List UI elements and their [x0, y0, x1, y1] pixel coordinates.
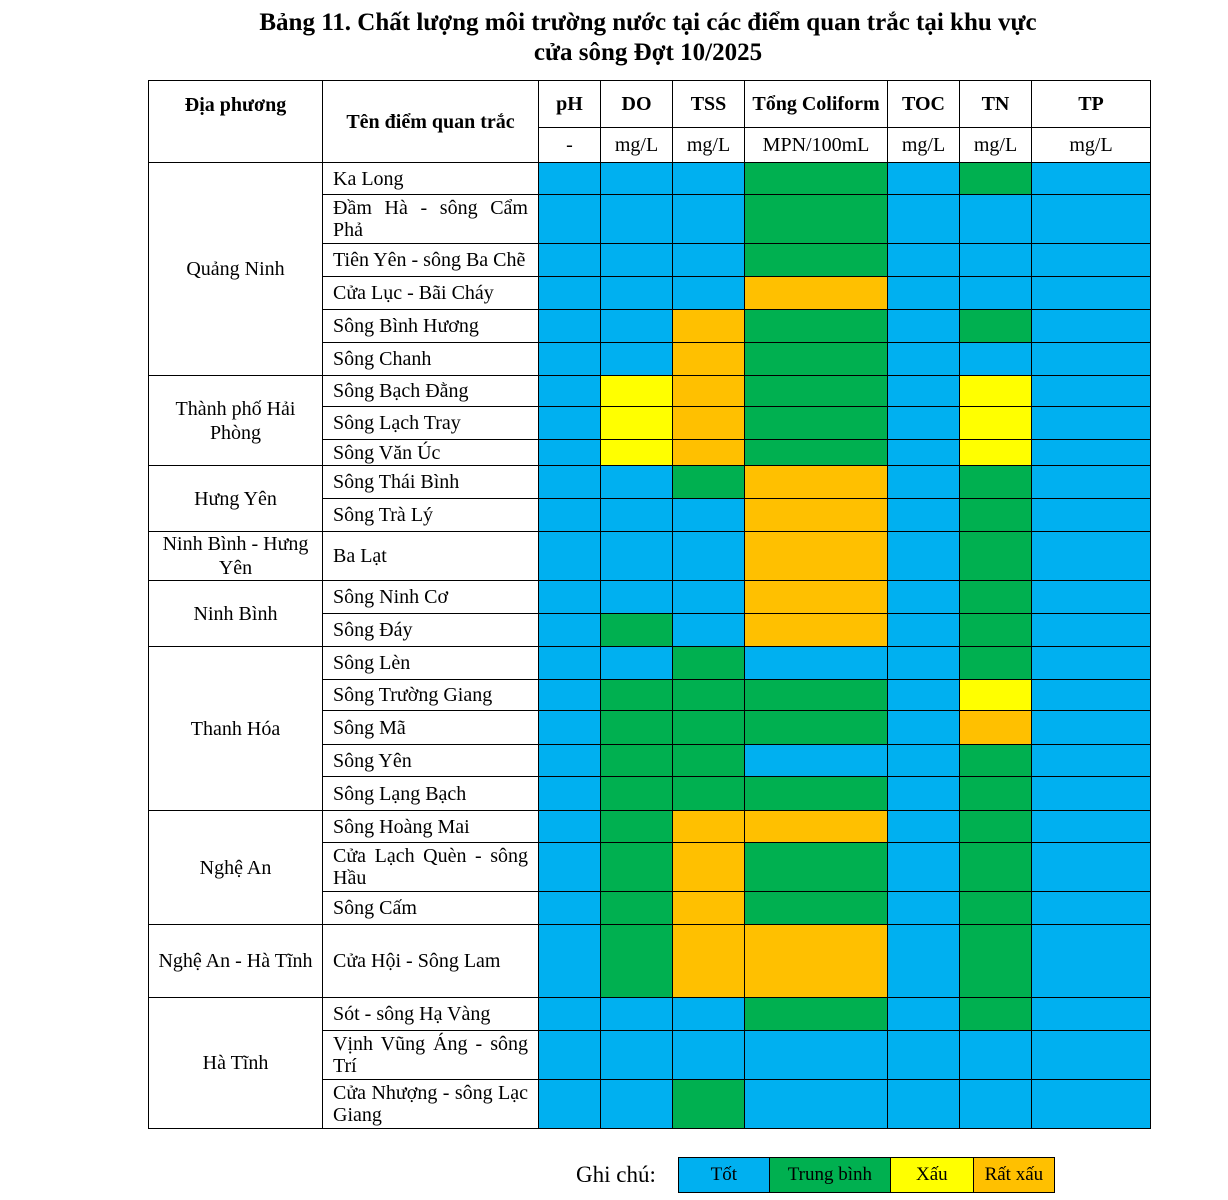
- quality-cell: [888, 581, 960, 614]
- quality-cell: [539, 440, 601, 466]
- quality-cell: [601, 1031, 673, 1080]
- quality-cell: [745, 310, 888, 343]
- header-param-do: DO: [601, 81, 673, 128]
- quality-cell: [1032, 195, 1151, 244]
- locality-cell: Nghệ An: [149, 811, 323, 925]
- quality-cell: [888, 1080, 960, 1129]
- table-row: [149, 581, 1151, 614]
- quality-cell: [673, 892, 745, 925]
- table-row: [149, 376, 1151, 407]
- quality-cell: [1032, 466, 1151, 499]
- quality-cell: [960, 647, 1032, 680]
- quality-cell: [673, 998, 745, 1031]
- quality-cell: [539, 532, 601, 581]
- quality-cell: [673, 440, 745, 466]
- quality-cell: [539, 195, 601, 244]
- quality-cell: [888, 647, 960, 680]
- quality-cell: [745, 925, 888, 998]
- unit-ph: -: [539, 128, 601, 163]
- unit-coliform: MPN/100mL: [745, 128, 888, 163]
- station-cell: Vịnh Vũng Áng - sông Trí: [323, 1031, 539, 1080]
- quality-cell: [960, 440, 1032, 466]
- quality-cell: [601, 581, 673, 614]
- quality-cell: [539, 892, 601, 925]
- unit-tn: mg/L: [960, 128, 1032, 163]
- station-cell: Sông Hoàng Mai: [323, 811, 539, 843]
- header-locality: Địa phương: [149, 81, 323, 163]
- header-param-tss: TSS: [673, 81, 745, 128]
- quality-cell: [1032, 892, 1151, 925]
- quality-cell: [673, 407, 745, 440]
- quality-cell: [601, 843, 673, 892]
- station-cell: Sông Lạng Bạch: [323, 777, 539, 811]
- quality-cell: [1032, 376, 1151, 407]
- quality-cell: [960, 195, 1032, 244]
- quality-cell: [539, 711, 601, 745]
- header-param-tn: TN: [960, 81, 1032, 128]
- table-row: [149, 532, 1151, 581]
- header-param-tp: TP: [1032, 81, 1151, 128]
- quality-cell: [539, 1031, 601, 1080]
- quality-cell: [888, 892, 960, 925]
- quality-cell: [539, 581, 601, 614]
- quality-cell: [601, 195, 673, 244]
- quality-cell: [601, 614, 673, 647]
- station-cell: Đầm Hà - sông Cẩm Phả: [323, 195, 539, 244]
- header-param-toc: TOC: [888, 81, 960, 128]
- quality-cell: [601, 711, 673, 745]
- quality-cell: [888, 925, 960, 998]
- quality-cell: [539, 163, 601, 195]
- quality-cell: [673, 843, 745, 892]
- legend-box: [678, 1157, 1055, 1193]
- locality-cell: Quảng Ninh: [149, 163, 323, 376]
- quality-cell: [745, 711, 888, 745]
- quality-cell: [960, 407, 1032, 440]
- quality-cell: [1032, 777, 1151, 811]
- quality-cell: [673, 244, 745, 277]
- quality-cell: [745, 680, 888, 711]
- quality-cell: [1032, 1080, 1151, 1129]
- quality-cell: [673, 777, 745, 811]
- quality-cell: [888, 811, 960, 843]
- quality-cell: [745, 1080, 888, 1129]
- quality-cell: [1032, 647, 1151, 680]
- quality-cell: [745, 277, 888, 310]
- quality-cell: [888, 614, 960, 647]
- quality-cell: [960, 532, 1032, 581]
- quality-cell: [745, 647, 888, 680]
- quality-cell: [960, 925, 1032, 998]
- legend: [576, 1157, 1055, 1193]
- quality-cell: [601, 532, 673, 581]
- quality-cell: [673, 343, 745, 376]
- quality-cell: [888, 277, 960, 310]
- locality-cell: Ninh Bình: [149, 581, 323, 647]
- legend-label: Ghi chú:: [576, 1162, 656, 1187]
- quality-cell: [601, 407, 673, 440]
- unit-toc: mg/L: [888, 128, 960, 163]
- quality-cell: [673, 499, 745, 532]
- station-cell: Tiên Yên - sông Ba Chẽ: [323, 244, 539, 277]
- quality-cell: [745, 532, 888, 581]
- quality-cell: [960, 163, 1032, 195]
- quality-cell: [601, 343, 673, 376]
- quality-cell: [960, 811, 1032, 843]
- quality-cell: [1032, 614, 1151, 647]
- header-station: Tên điểm quan trắc: [323, 81, 539, 163]
- quality-cell: [1032, 440, 1151, 466]
- unit-tp: mg/L: [1032, 128, 1151, 163]
- table-row: [149, 466, 1151, 499]
- quality-cell: [888, 376, 960, 407]
- quality-cell: [673, 532, 745, 581]
- quality-cell: [888, 532, 960, 581]
- quality-cell: [960, 680, 1032, 711]
- quality-cell: [1032, 1031, 1151, 1080]
- quality-cell: [601, 376, 673, 407]
- quality-cell: [745, 892, 888, 925]
- quality-cell: [888, 163, 960, 195]
- station-cell: Sông Ninh Cơ: [323, 581, 539, 614]
- title-line-1: Bảng 11. Chất lượng môi trường nước tại các điểm quan trắc tại khu vực: [259, 9, 1037, 36]
- station-cell: Ka Long: [323, 163, 539, 195]
- quality-cell: [673, 310, 745, 343]
- quality-cell: [601, 310, 673, 343]
- quality-cell: [888, 407, 960, 440]
- title-line-2: cửa sông Đợt 10/2025: [533, 39, 763, 66]
- quality-cell: [601, 777, 673, 811]
- quality-cell: [745, 163, 888, 195]
- quality-cell: [539, 925, 601, 998]
- quality-cell: [960, 998, 1032, 1031]
- quality-cell: [960, 843, 1032, 892]
- quality-cell: [1032, 163, 1151, 195]
- quality-cell: [888, 1031, 960, 1080]
- station-cell: Sông Cấm: [323, 892, 539, 925]
- quality-cell: [960, 1080, 1032, 1129]
- quality-cell: [673, 614, 745, 647]
- quality-cell: [745, 811, 888, 843]
- station-cell: Sót - sông Hạ Vàng: [323, 998, 539, 1031]
- legend-item-poor: Xấu: [891, 1158, 974, 1192]
- quality-cell: [673, 195, 745, 244]
- quality-cell: [539, 466, 601, 499]
- quality-cell: [601, 466, 673, 499]
- station-cell: Sông Mã: [323, 711, 539, 745]
- quality-cell: [960, 614, 1032, 647]
- quality-cell: [539, 310, 601, 343]
- quality-cell: [539, 680, 601, 711]
- quality-cell: [673, 1031, 745, 1080]
- quality-cell: [673, 680, 745, 711]
- quality-cell: [960, 310, 1032, 343]
- quality-cell: [745, 581, 888, 614]
- quality-cell: [539, 1080, 601, 1129]
- quality-cell: [888, 466, 960, 499]
- quality-cell: [601, 811, 673, 843]
- quality-cell: [1032, 277, 1151, 310]
- quality-cell: [673, 581, 745, 614]
- quality-cell: [1032, 532, 1151, 581]
- quality-cell: [745, 745, 888, 777]
- quality-cell: [745, 244, 888, 277]
- header-param-coliform: Tổng Coliform: [745, 81, 888, 128]
- table-body: [149, 163, 1151, 1129]
- quality-cell: [960, 711, 1032, 745]
- quality-cell: [601, 163, 673, 195]
- quality-cell: [745, 843, 888, 892]
- quality-cell: [1032, 745, 1151, 777]
- quality-cell: [888, 244, 960, 277]
- quality-cell: [1032, 407, 1151, 440]
- station-cell: Cửa Nhượng - sông Lạc Giang: [323, 1080, 539, 1129]
- quality-cell: [1032, 998, 1151, 1031]
- quality-cell: [539, 647, 601, 680]
- quality-cell: [673, 745, 745, 777]
- quality-cell: [888, 745, 960, 777]
- station-cell: Sông Chanh: [323, 343, 539, 376]
- station-cell: Cửa Lạch Quèn - sông Hầu: [323, 843, 539, 892]
- quality-cell: [539, 277, 601, 310]
- quality-cell: [1032, 811, 1151, 843]
- locality-cell: Hưng Yên: [149, 466, 323, 532]
- table-row: [149, 811, 1151, 843]
- quality-cell: [601, 925, 673, 998]
- station-cell: Sông Thái Bình: [323, 466, 539, 499]
- quality-cell: [960, 244, 1032, 277]
- locality-cell: Thanh Hóa: [149, 647, 323, 811]
- quality-cell: [960, 466, 1032, 499]
- quality-cell: [960, 581, 1032, 614]
- station-cell: Sông Văn Úc: [323, 440, 539, 466]
- table-row: [149, 998, 1151, 1031]
- quality-cell: [888, 343, 960, 376]
- quality-cell: [539, 343, 601, 376]
- quality-cell: [601, 647, 673, 680]
- quality-cell: [960, 499, 1032, 532]
- quality-cell: [601, 680, 673, 711]
- quality-cell: [745, 466, 888, 499]
- station-cell: Sông Trà Lý: [323, 499, 539, 532]
- quality-cell: [539, 843, 601, 892]
- quality-cell: [888, 195, 960, 244]
- quality-cell: [960, 777, 1032, 811]
- quality-cell: [601, 244, 673, 277]
- quality-cell: [539, 998, 601, 1031]
- water-quality-table: [148, 80, 1151, 1129]
- locality-cell: Thành phố Hải Phòng: [149, 376, 323, 466]
- quality-cell: [960, 892, 1032, 925]
- quality-cell: [888, 843, 960, 892]
- station-cell: Sông Lạch Tray: [323, 407, 539, 440]
- locality-cell: Ninh Bình - Hưng Yên: [149, 532, 323, 581]
- quality-cell: [745, 777, 888, 811]
- quality-cell: [673, 711, 745, 745]
- quality-cell: [960, 376, 1032, 407]
- station-cell: Ba Lạt: [323, 532, 539, 581]
- quality-cell: [539, 777, 601, 811]
- quality-cell: [601, 499, 673, 532]
- legend-item-very-poor: Rất xấu: [974, 1158, 1054, 1192]
- quality-cell: [960, 745, 1032, 777]
- quality-cell: [673, 647, 745, 680]
- quality-cell: [539, 811, 601, 843]
- station-cell: Sông Lèn: [323, 647, 539, 680]
- quality-cell: [960, 1031, 1032, 1080]
- quality-cell: [888, 711, 960, 745]
- quality-cell: [539, 407, 601, 440]
- quality-cell: [539, 499, 601, 532]
- quality-cell: [601, 745, 673, 777]
- quality-cell: [745, 195, 888, 244]
- quality-cell: [888, 499, 960, 532]
- legend-item-good: Tốt: [679, 1158, 770, 1192]
- quality-cell: [888, 680, 960, 711]
- quality-cell: [745, 440, 888, 466]
- station-cell: Cửa Hội - Sông Lam: [323, 925, 539, 998]
- unit-tss: mg/L: [673, 128, 745, 163]
- table-title: [148, 8, 1148, 68]
- quality-cell: [1032, 499, 1151, 532]
- quality-cell: [673, 925, 745, 998]
- quality-cell: [745, 499, 888, 532]
- quality-cell: [888, 310, 960, 343]
- quality-cell: [745, 614, 888, 647]
- header-param-ph: pH: [539, 81, 601, 128]
- unit-do: mg/L: [601, 128, 673, 163]
- quality-cell: [1032, 310, 1151, 343]
- quality-cell: [1032, 925, 1151, 998]
- quality-cell: [1032, 244, 1151, 277]
- quality-cell: [673, 811, 745, 843]
- legend-item-average: Trung bình: [770, 1158, 891, 1192]
- station-cell: Cửa Lục - Bãi Cháy: [323, 277, 539, 310]
- quality-cell: [888, 777, 960, 811]
- station-cell: Sông Bình Hương: [323, 310, 539, 343]
- quality-cell: [1032, 581, 1151, 614]
- quality-cell: [673, 1080, 745, 1129]
- locality-cell: Hà Tĩnh: [149, 998, 323, 1129]
- quality-cell: [745, 1031, 888, 1080]
- quality-cell: [601, 277, 673, 310]
- quality-cell: [745, 376, 888, 407]
- quality-cell: [601, 892, 673, 925]
- quality-cell: [539, 376, 601, 407]
- quality-cell: [745, 998, 888, 1031]
- table-row: [149, 647, 1151, 680]
- quality-cell: [960, 343, 1032, 376]
- quality-cell: [601, 998, 673, 1031]
- quality-cell: [960, 277, 1032, 310]
- quality-cell: [539, 244, 601, 277]
- quality-cell: [673, 466, 745, 499]
- quality-cell: [1032, 680, 1151, 711]
- quality-cell: [1032, 843, 1151, 892]
- quality-cell: [888, 998, 960, 1031]
- table-row: [149, 925, 1151, 998]
- quality-cell: [888, 440, 960, 466]
- quality-cell: [1032, 711, 1151, 745]
- station-cell: Sông Trường Giang: [323, 680, 539, 711]
- quality-cell: [673, 163, 745, 195]
- quality-cell: [745, 343, 888, 376]
- quality-cell: [673, 376, 745, 407]
- quality-cell: [601, 440, 673, 466]
- table-row: [149, 163, 1151, 195]
- quality-cell: [539, 745, 601, 777]
- quality-cell: [601, 1080, 673, 1129]
- quality-cell: [539, 614, 601, 647]
- quality-cell: [1032, 343, 1151, 376]
- station-cell: Sông Đáy: [323, 614, 539, 647]
- quality-cell: [745, 407, 888, 440]
- locality-cell: Nghệ An - Hà Tĩnh: [149, 925, 323, 998]
- station-cell: Sông Bạch Đằng: [323, 376, 539, 407]
- station-cell: Sông Yên: [323, 745, 539, 777]
- quality-cell: [673, 277, 745, 310]
